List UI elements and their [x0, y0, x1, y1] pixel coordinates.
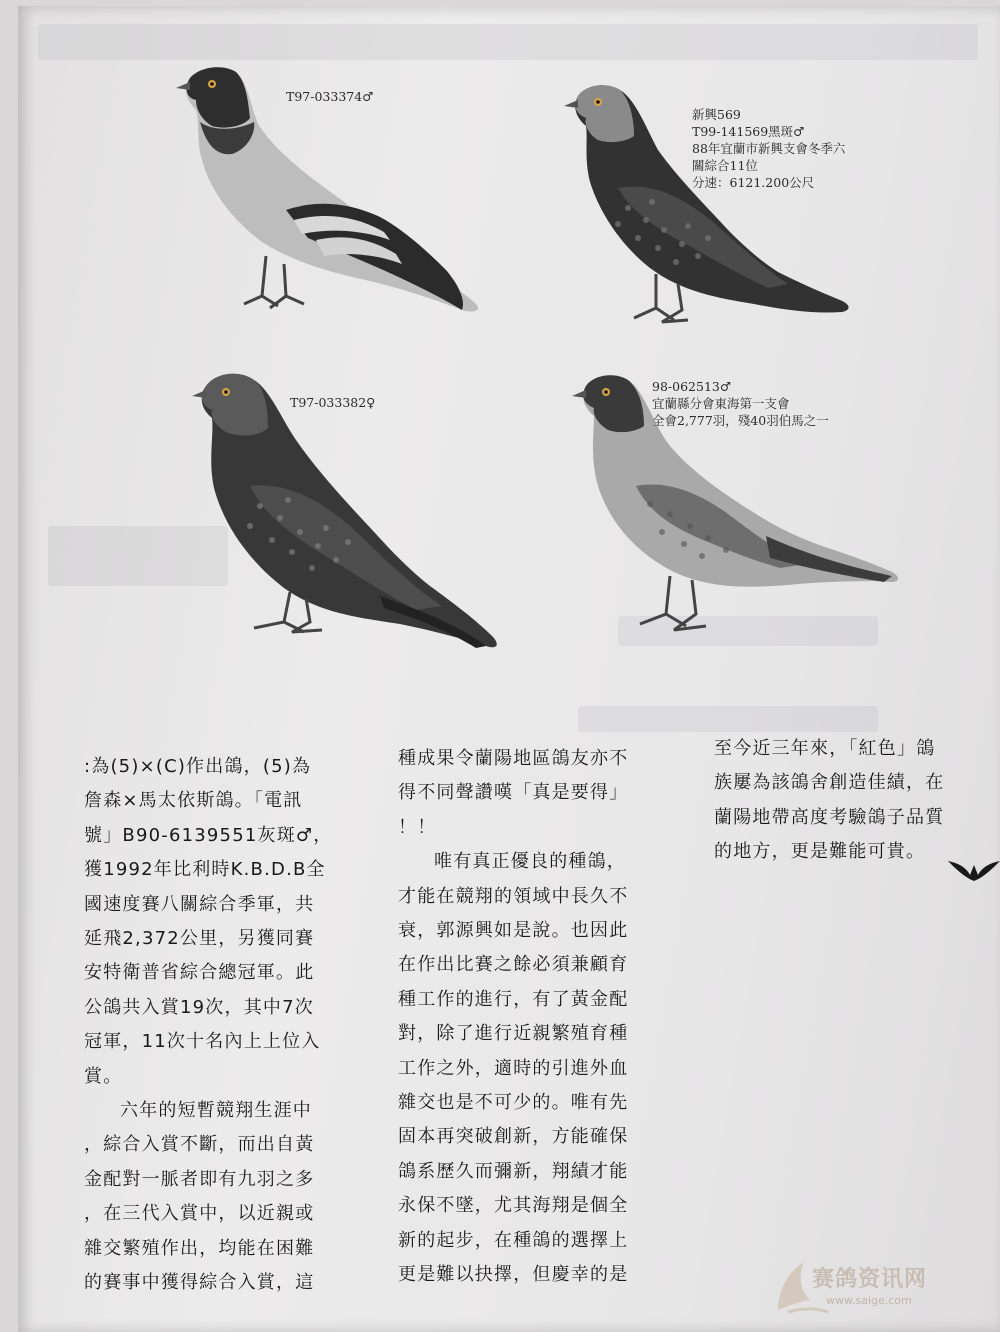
caption-line: 分速：6121.200公尺: [692, 175, 815, 190]
text-line: 固本再突破創新，方能確保: [398, 1126, 629, 1148]
text-line: 雜交繁殖作出，均能在困難: [84, 1237, 315, 1259]
text-line: ！！: [398, 816, 437, 838]
text-line: 鴿系歷久而彌新，翔績才能: [398, 1160, 629, 1182]
text-line: 在作出比賽之餘必須兼顧育: [398, 954, 629, 976]
text-line: 得不同聲讚嘆「真是要得」: [398, 782, 629, 804]
text-line: 詹森×馬太依斯鴿。「電訊: [84, 790, 303, 812]
text-line: 獲1992年比利時K.B.D.B全: [84, 859, 326, 881]
caption-line: T97-033374♂: [286, 89, 374, 104]
caption-pigeon-1: [286, 88, 373, 105]
text-line: 的地方，更是難能可貴。: [714, 841, 926, 863]
text-line: ，在三代入賞中，以近親或: [84, 1203, 315, 1225]
text-line: 新的起步，在種鴿的選擇上: [398, 1229, 629, 1251]
caption-line: T99-141569黑斑♂: [692, 124, 805, 139]
text-column-2: [398, 742, 698, 1293]
caption-line: 宜蘭縣分會東海第一支會: [652, 396, 790, 411]
text-line: 更是難以抉擇，但慶幸的是: [398, 1264, 629, 1286]
caption-pigeon-4: [652, 378, 829, 429]
caption-pigeon-2: [692, 106, 845, 191]
text-line: 種成果令蘭陽地區鴿友亦不: [398, 748, 629, 769]
caption-line: 新興569: [692, 107, 741, 122]
text-line: 國速度賽八關綜合季軍，共: [84, 893, 315, 915]
text-line: 賞。: [84, 1065, 123, 1087]
caption-line: 關綜合11位: [692, 158, 758, 173]
watermark-site-name: 赛鸽资讯网: [812, 1267, 928, 1292]
watermark-url: www.saige.com: [826, 1294, 912, 1307]
caption-pigeon-3: [290, 394, 375, 411]
caption-line: 全會2,777羽，殘40羽伯馬之一: [652, 413, 829, 428]
text-line: 唯有真正優良的種鴿，: [434, 851, 626, 873]
text-line: 六年的短暫競翔生涯中: [120, 1100, 312, 1122]
text-line: 雜交也是不可少的。唯有先: [398, 1092, 629, 1114]
caption-line: T97-033382♀: [290, 395, 376, 410]
text-line: 金配對一脈者即有九羽之多: [84, 1168, 315, 1190]
text-line: 永保不墜，尤其海翔是個全: [398, 1195, 629, 1217]
text-line: 種工作的進行，有了黃金配: [398, 988, 629, 1010]
text-column-3: [714, 732, 984, 870]
text-line: ，綜合入賞不斷，而出自黃: [84, 1134, 315, 1156]
text-line: 才能在競翔的領域中長久不: [398, 885, 629, 907]
text-line: 對，除了進行近親繁殖育種: [398, 1023, 629, 1045]
text-line: 工作之外，適時的引進外血: [398, 1057, 629, 1079]
text-line: 延飛2,372公里，另獲同賽: [84, 928, 315, 950]
text-line: 至今近三年來，「紅色」鴿: [714, 738, 936, 759]
article-end-icon: [948, 857, 1000, 881]
caption-line: 98-062513♂: [652, 379, 732, 394]
text-line: 公鴿共入賞19次，其中7次: [84, 996, 314, 1018]
caption-line: 88年宜蘭市新興支會冬季六: [692, 141, 846, 156]
text-line: :為(5)×(C)作出鴿，(5)為: [84, 756, 312, 777]
text-line: 安特衛普省綜合總冠軍。此: [84, 962, 315, 984]
text-line: 冠軍，11次十名內上上位入: [84, 1031, 321, 1053]
text-line: 蘭陽地帶高度考驗鴿子品質: [714, 806, 945, 828]
text-column-1: [84, 750, 384, 1301]
text-line: 的賽事中獲得綜合入賞，這: [84, 1272, 315, 1294]
magazine-page: [18, 6, 1000, 1332]
text-line: 號」B90-6139551灰斑♂，: [84, 824, 333, 846]
text-line: 衰，郭源興如是說。也因此: [398, 920, 629, 942]
text-line: 族屢為該鴿舍創造佳績，在: [714, 772, 945, 794]
